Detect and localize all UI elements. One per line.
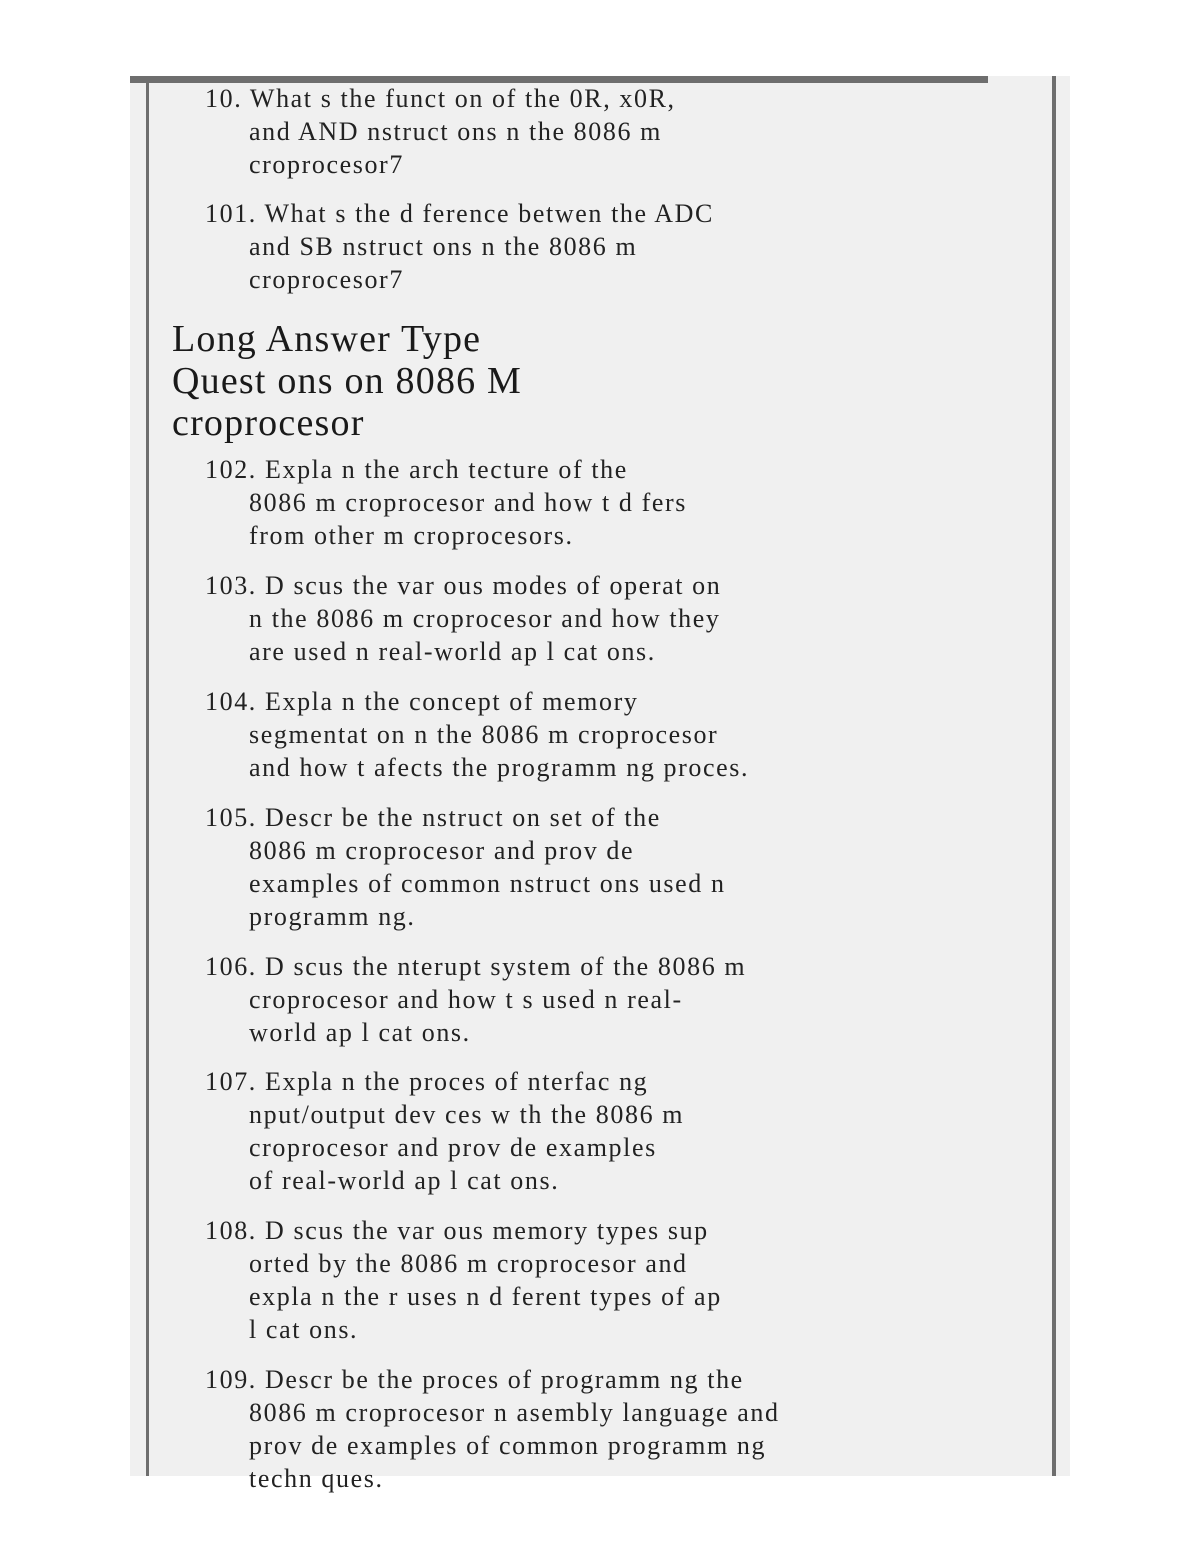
section-heading bbox=[172, 318, 792, 444]
question-line: 105. Descr be the nstruct on set of the bbox=[205, 803, 661, 832]
question-line: from other m croprocesors. bbox=[249, 521, 574, 550]
question-line: 109. Descr be the proces of programm ng the bbox=[205, 1365, 744, 1394]
question-line: n the 8086 m croprocesor and how they bbox=[249, 604, 721, 633]
section-heading-line: croprocesor bbox=[172, 402, 365, 444]
question-line: croprocesor and how t s used n real- bbox=[249, 985, 683, 1014]
question-line: croprocesor and prov de examples bbox=[249, 1133, 657, 1162]
question-line: nput/output dev ces w th the 8086 m bbox=[249, 1100, 685, 1129]
question-line: techn ques. bbox=[249, 1464, 384, 1493]
question-item bbox=[205, 453, 1055, 552]
question-item bbox=[205, 801, 1055, 933]
question-line: croprocesor7 bbox=[249, 150, 404, 179]
question-line: and how t afects the programm ng proces. bbox=[249, 753, 750, 782]
question-line: 10. What s the funct on of the 0R, x0R, bbox=[205, 84, 676, 113]
section-heading-line: Long Answer Type bbox=[172, 318, 482, 360]
question-line: programm ng. bbox=[249, 902, 416, 931]
question-line: prov de examples of common programm ng bbox=[249, 1431, 767, 1460]
question-line: 8086 m croprocesor n asembly language and bbox=[249, 1398, 780, 1427]
question-line: 101. What s the d ference betwen the ADC bbox=[205, 199, 714, 228]
question-line: 108. D scus the var ous memory types sup bbox=[205, 1216, 709, 1245]
question-item bbox=[205, 569, 1055, 668]
question-line: and AND nstruct ons n the 8086 m bbox=[249, 117, 663, 146]
question-item bbox=[205, 1065, 1055, 1197]
question-line: segmentat on n the 8086 m croprocesor bbox=[249, 720, 719, 749]
question-line: world ap l cat ons. bbox=[249, 1018, 471, 1047]
question-item bbox=[205, 1363, 1055, 1495]
question-line: of real-world ap l cat ons. bbox=[249, 1166, 560, 1195]
question-line: 104. Expla n the concept of memory bbox=[205, 687, 639, 716]
section-heading-line: Quest ons on 8086 M bbox=[172, 360, 523, 402]
question-line: 106. D scus the nterupt system of the 8086 m bbox=[205, 952, 747, 981]
question-line: l cat ons. bbox=[249, 1315, 359, 1344]
question-line: and SB nstruct ons n the 8086 m bbox=[249, 232, 638, 261]
question-line: 8086 m croprocesor and prov de bbox=[249, 836, 635, 865]
question-line: orted by the 8086 m croprocesor and bbox=[249, 1249, 688, 1278]
question-line: 8086 m croprocesor and how t d fers bbox=[249, 488, 687, 517]
question-item bbox=[205, 197, 1055, 296]
question-line: are used n real-world ap l cat ons. bbox=[249, 637, 656, 666]
question-item bbox=[205, 950, 1055, 1049]
question-line: expla n the r uses n d ferent types of ap bbox=[249, 1282, 722, 1311]
question-line: croprocesor7 bbox=[249, 265, 404, 294]
question-line: 107. Expla n the proces of nterfac ng bbox=[205, 1067, 649, 1096]
question-item bbox=[205, 82, 1055, 181]
question-line: 102. Expla n the arch tecture of the bbox=[205, 455, 628, 484]
question-line: examples of common nstruct ons used n bbox=[249, 869, 726, 898]
question-item bbox=[205, 1214, 1055, 1346]
question-line: 103. D scus the var ous modes of operat on bbox=[205, 571, 722, 600]
question-item bbox=[205, 685, 1055, 784]
